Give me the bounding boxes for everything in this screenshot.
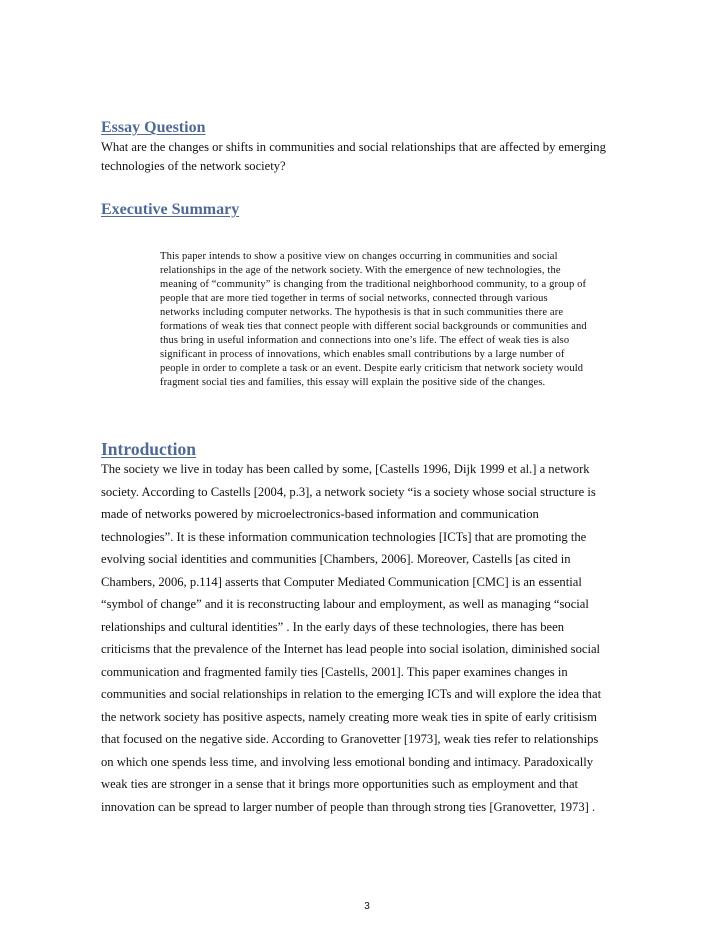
page-number: 3 [364, 901, 370, 912]
introduction-body [101, 458, 641, 818]
introduction-line: criticisms that the prevalence of the Internet has lead people into social isolation, diminished social [101, 642, 601, 656]
introduction-line: made of networks powered by microelectronics-based information and communication [101, 507, 539, 521]
introduction-line: communication and fragmented family ties [Castells, 2001]. This paper examines changes in [101, 664, 568, 679]
essay-question-heading: Essay Question [101, 119, 206, 136]
executive-summary-heading: Executive Summary [101, 201, 240, 218]
essay-question-text: What are the changes or shifts in communities and social relationships that are affected by emerging technologies of the network society? [101, 140, 606, 173]
introduction-line: evolving social identities and communities [Chambers, 2006]. Moreover, Castells [as cited in [101, 552, 571, 566]
introduction-line: relationships and cultural identities” . In the early days of these technologies, there has been [101, 619, 565, 634]
introduction-line: “symbol of change” and it is reconstructing labour and employment, as well as managing “social [101, 597, 589, 611]
introduction-line: that focused on the negative side. According to Granovetter [1973], weak ties refer to relationships [101, 732, 599, 746]
introduction-line: The society we live in today has been called by some, [Castells 1996, Dijk 1999 et al.] a network [101, 462, 590, 476]
introduction-line: innovation can be spread to larger number of people than through strong ties [Granovetter, 1973] . [101, 799, 596, 814]
introduction-line: weak ties are stronger in a sense that it brings more opportunities such as employment and that [101, 777, 579, 791]
introduction-line: technologies”. It is these information communication technologies [ICTs] that are promoting the [101, 529, 587, 544]
introduction-heading: Introduction [101, 439, 196, 459]
executive-summary-text: This paper intends to show a positive view on changes occurring in communities and social relationships in the age of the network society. With the emergence of new technologies, the meaning of “community” is changing from the traditional neighborhood community, to a group of people that are more tied together in terms of social networks, connected through various networks including computer networks. The hypothesis is that in such communities there are formations of weak ties that connect people with different social backgrounds or communities and thus bring in useful information and connections into one’s life. The effect of weak ties is also significant in process of innovations, which enables small contributions by a large number of people in order to complete a task or an event. Despite early criticism that network society would fragment social ties and families, this essay will explain the positive side of the changes. [160, 251, 587, 388]
introduction-line: communities and social relationships in relation to the emerging ICTs and will explore the idea that [101, 687, 602, 701]
introduction-line: Chambers, 2006, p.114] asserts that Computer Mediated Communication [CMC] is an essential [101, 574, 582, 589]
introduction-line: the network society has positive aspects, namely creating more weak ties in spite of early critisism [101, 709, 597, 724]
introduction-line: on which one spends less time, and involving less emotional bonding and intimacy. Paradoxically [101, 754, 594, 769]
introduction-line: society. According to Castells [2004, p.3], a network society “is a society whose social structure is [101, 484, 596, 499]
